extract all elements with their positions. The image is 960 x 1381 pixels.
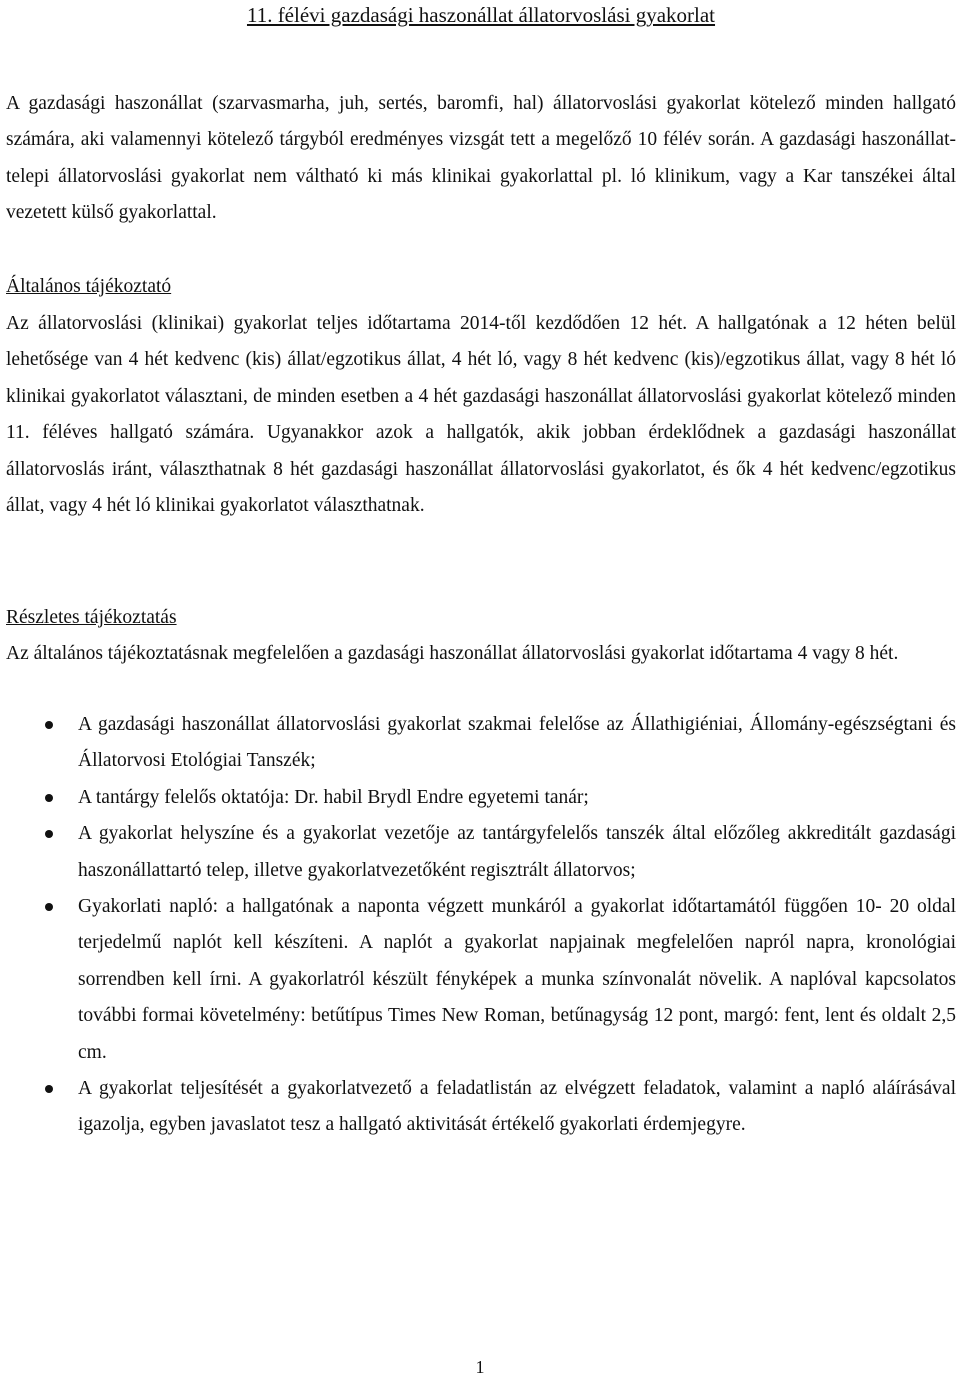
list-item: [6, 816, 956, 889]
page-title: 11. félévi gazdasági haszonállat állatorvoslási gyakorlat: [246, 3, 716, 27]
bullet-icon: [45, 830, 53, 838]
general-info-paragraph: Az állatorvoslási (klinikai) gyakorlat teljes időtartama 2014-től kezdődően 12 hét. A hallgatónak a 12 héten belül lehetősége van 4 hét kedvenc (kis) állat/egzotikus állat, 4 hét ló, vagy 8 hét kedvenc (kis)/egzotikus állat, vagy 8 hét ló klinikai gyakorlatot választani, de minden esetben a 4 hét gazdasági haszonállat állatorvoslási gyakorlat kötelező minden 11. féléves hallgató számára. Ugyanakkor azok a hallgatók, akik jobban érdeklődnek a gazdasági haszonállat állatorvoslás iránt, választhatnak 8 hét gazdasági haszonállat állatorvoslási gyakorlatot, és ők 4 hét kedvenc/egzotikus állat, vagy 4 hét ló klinikai gyakorlatot választhatnak.: [6, 313, 956, 517]
list-item-text: Gyakorlati napló: a hallgatónak a naponta végzett munkáról a gyakorlat időtartamától függően 10- 20 oldal terjedelmű naplót kell készíteni. A naplót a gyakorlat napjainak megfelelően napról napra, kronológiai sorrendben kell írni. A gyakorlatról készült fényképek a munka színvonalát növelik. A naplóval kapcsolatos további formai követelmény: betűtípus Times New Roman, betűnagyság 12 pont, margó: fent, lent és oldalt 2,5 cm.: [78, 896, 956, 1063]
intro-paragraph: A gazdasági haszonállat (szarvasmarha, juh, sertés, baromfi, hal) állatorvoslási gyakorlat kötelező minden hallgató számára, aki valamennyi kötelező tárgyból eredményes vizsgát tett a megelőző 10 félév során. A gazdasági haszonállat-telepi állatorvoslási gyakorlat nem váltható ki más klinikai gyakorlattal pl. ló klinikum, vagy a Kar tanszékei által vezetett külső gyakorlattal.: [6, 93, 956, 224]
page-number: 1: [475, 1357, 485, 1377]
bullet-icon: [45, 1085, 53, 1093]
general-info-heading: Általános tájékoztató: [6, 276, 172, 297]
detail-bullet-list: [6, 707, 956, 1144]
list-item: [6, 707, 956, 780]
list-item: [6, 889, 956, 1071]
bullet-icon: [45, 721, 53, 729]
document-page: [6, 0, 956, 1136]
list-item-text: A gyakorlat helyszíne és a gyakorlat vezetője az tantárgyfelelős tanszék által előzőleg akkreditált gazdasági haszonállattartó telep, illetve gyakorlatvezetőként regisztrált állatorvos;: [78, 823, 956, 881]
list-item-text: A gyakorlat teljesítését a gyakorlatvezető a feladatlistán az elvégzett feladatok, valamint a napló aláírásával igazolja, egyben javaslatot tesz a hallgató aktivitását értékelő gyakorlati érdemjegyre.: [78, 1078, 956, 1136]
detailed-info-heading: Részletes tájékoztatás: [6, 607, 177, 628]
list-item: [6, 780, 956, 816]
bullet-icon: [45, 903, 53, 911]
list-item-text: A tantárgy felelős oktatója: Dr. habil Brydl Endre egyetemi tanár;: [78, 786, 589, 808]
bullet-icon: [45, 794, 53, 802]
detailed-info-paragraph: Az általános tájékoztatásnak megfelelően a gazdasági haszonállat állatorvoslási gyakorlat időtartama 4 vagy 8 hét.: [6, 643, 899, 664]
list-item-text: A gazdasági haszonállat állatorvoslási gyakorlat szakmai felelőse az Állathigiéniai, Állomány-egészségtani és Állatorvosi Etológiai Tanszék;: [78, 714, 956, 772]
list-item: [6, 1071, 956, 1144]
